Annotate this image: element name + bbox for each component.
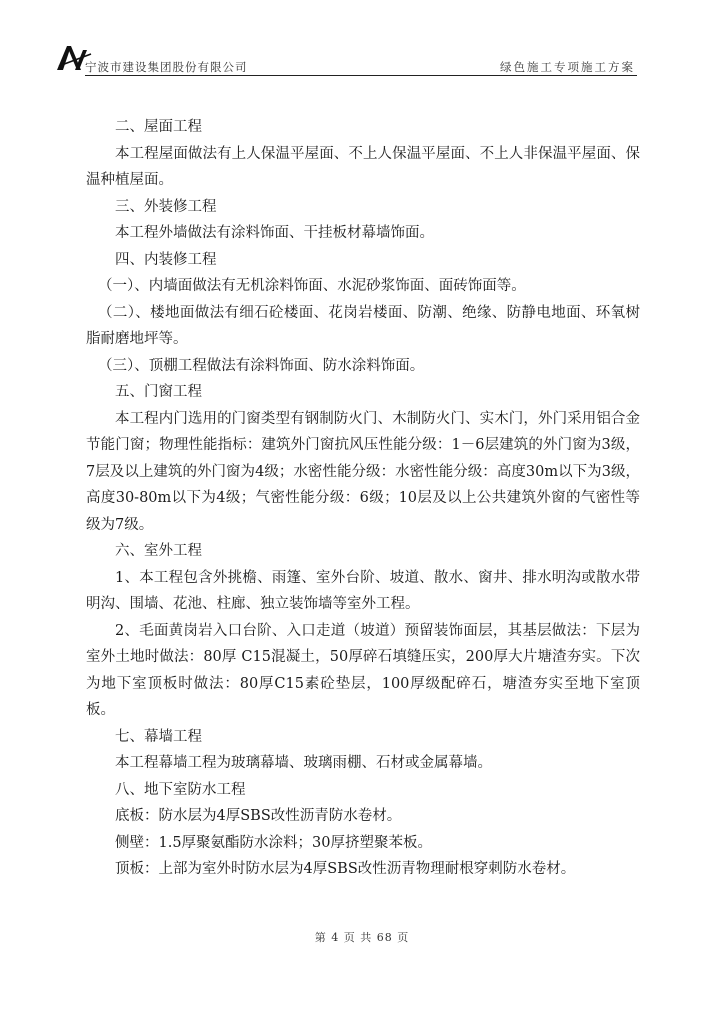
- body-paragraph: 侧壁：1.5厚聚氨酯防水涂料；30厚挤塑聚苯板。: [115, 834, 433, 851]
- document-title: 绿色施工专项施工方案: [500, 60, 635, 74]
- body-paragraph: 本工程外墙做法有涂料饰面、干挂板材幕墙饰面。: [115, 225, 434, 241]
- body-paragraph: 本工程幕墙工程为玻璃幕墙、玻璃雨棚、石材或金属幕墙。: [115, 755, 492, 771]
- document-body: [86, 114, 640, 883]
- section-heading: 八、地下室防水工程: [115, 781, 246, 798]
- body-paragraph: （二）、楼地面做法有细石砼楼面、花岗岩楼面、防潮、绝缘、防静电地面、环氧树脂耐磨地坪等。: [86, 304, 640, 347]
- body-paragraph: 本工程内门选用的门窗类型有钢制防火门、木制防火门、实木门，外门采用铝合金节能门窗；物理性能指标：建筑外门窗抗风压性能分级：1－6层建筑的外门窗为3级，7层及以上建筑的外门窗为4级；水密性能分级：水密性能分级：高度30m以下为3级，高度30-80m以下为4级；气密性能分级：6级；10层及以上公共建筑外窗的气密性等级为7级。: [86, 410, 640, 533]
- page-number: 第 4 页 共 68 页: [314, 931, 410, 944]
- header-rule: [85, 75, 637, 76]
- company-name: 宁波市建设集团股份有限公司: [85, 60, 248, 74]
- section-heading: 七、幕墙工程: [115, 728, 202, 745]
- page-header: [55, 40, 637, 76]
- body-paragraph: 2、毛面黄岗岩入口台阶、入口走道（坡道）预留装饰面层，其基层做法：下层为室外土地时做法：80厚 C15混凝土，50厚碎石填缝压实，200厚大片塘渣夯实。下次为地下室顶板时做法：80厚C15素砼垫层，100厚级配碎石，塘渣夯实至地下室顶板。: [86, 622, 640, 718]
- section-heading: 四、内装修工程: [115, 251, 217, 268]
- body-paragraph: 1、本工程包含外挑檐、雨篷、室外台阶、坡道、散水、窗井、排水明沟或散水带明沟、围墙、花池、柱廊、独立装饰墙等室外工程。: [86, 569, 640, 612]
- body-paragraph: 顶板：上部为室外时防水层为4厚SBS改性沥青物理耐根穿刺防水卷材。: [115, 861, 576, 877]
- body-paragraph: 本工程屋面做法有上人保温平屋面、不上人保温平屋面、不上人非保温平屋面、保温种植屋面。: [86, 145, 640, 188]
- body-paragraph: （三）、顶棚工程做法有涂料饰面、防水涂料饰面。: [98, 357, 425, 374]
- section-heading: 六、室外工程: [115, 543, 202, 559]
- body-paragraph: 底板：防水层为4厚SBS改性沥青防水卷材。: [115, 808, 402, 824]
- body-paragraph: （一）、内墙面做法有无机涂料饰面、水泥砂浆饰面、面砖饰面等。: [98, 278, 526, 294]
- section-heading: 五、门窗工程: [115, 384, 202, 400]
- section-heading: 二、屋面工程: [115, 119, 202, 135]
- section-heading: 三、外装修工程: [115, 198, 217, 215]
